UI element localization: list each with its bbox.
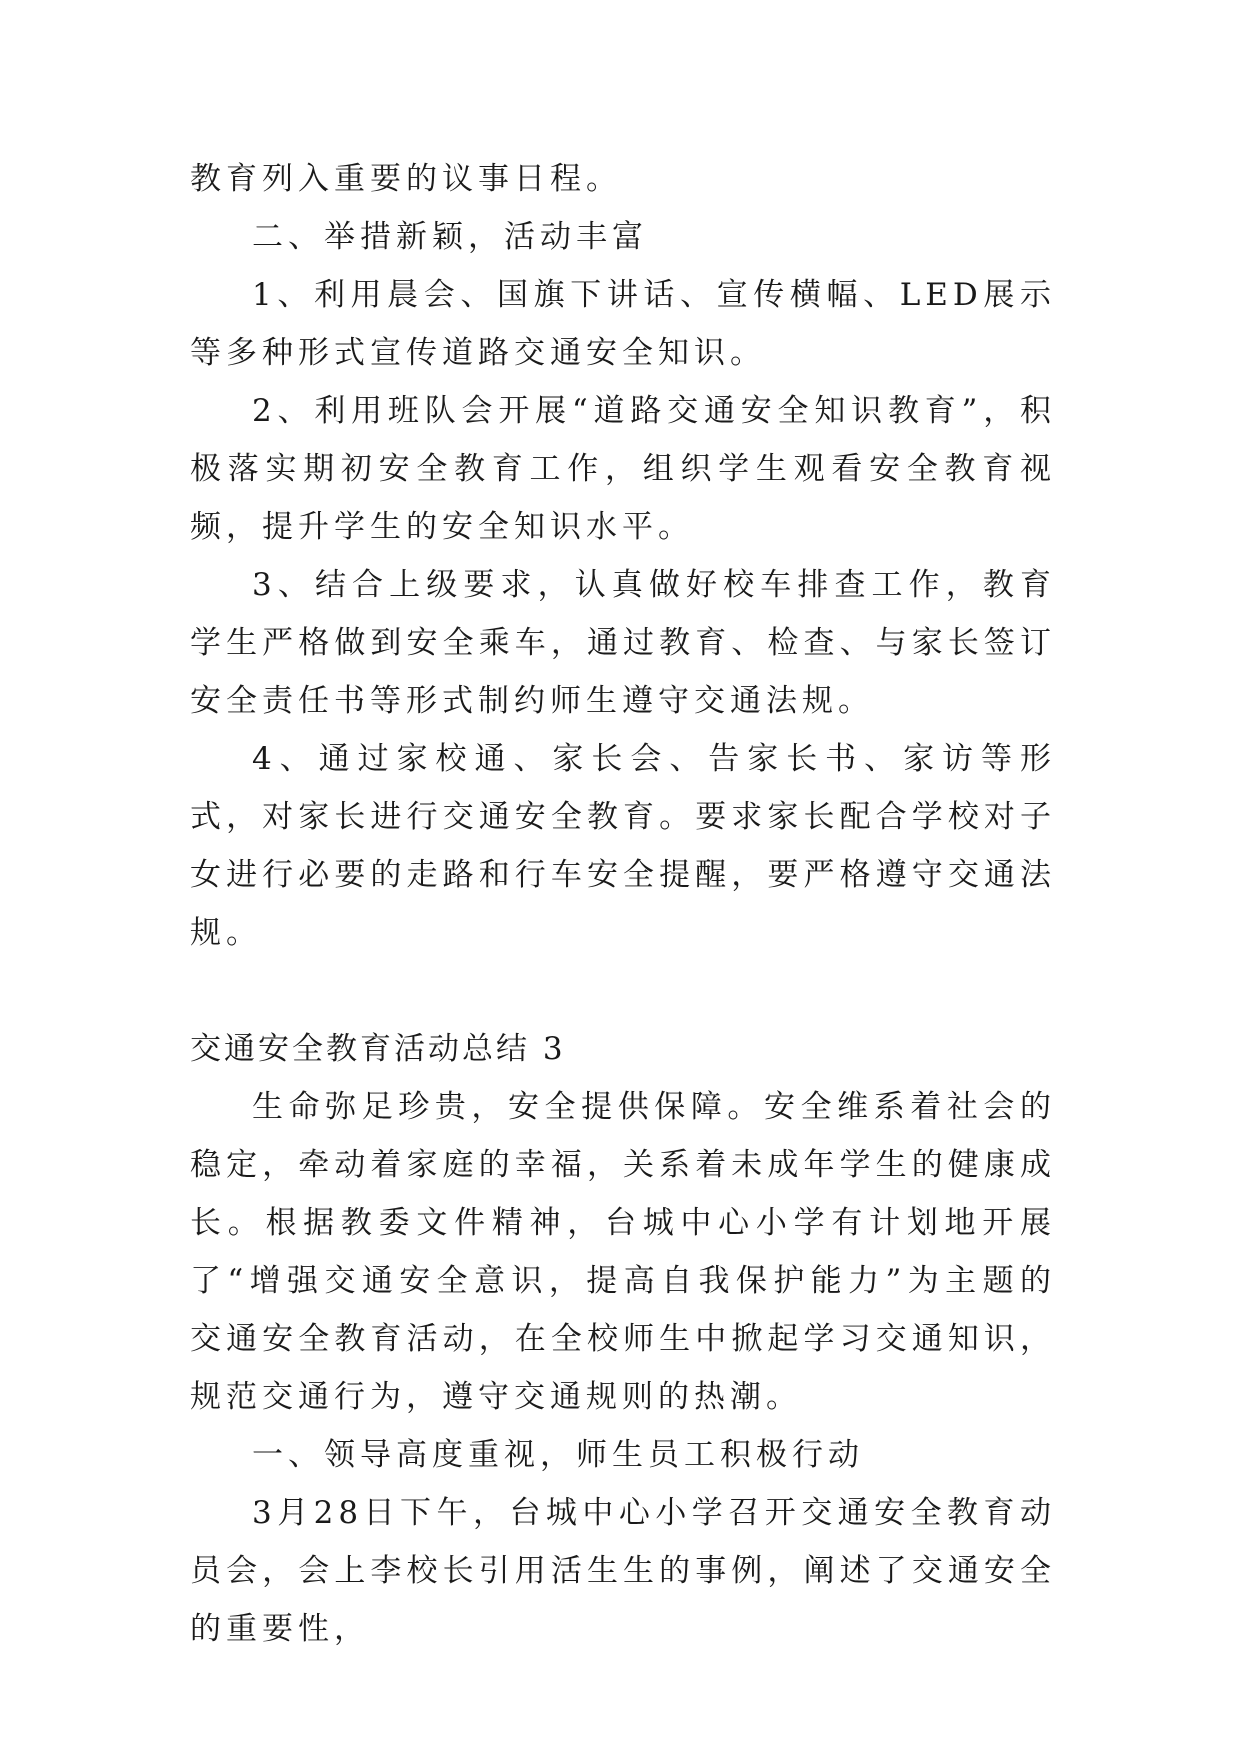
paragraph-meeting: 3月28日下午，台城中心小学召开交通安全教育动员会，会上李校长引用活生生的事例，阐述了交通安全的重要性， (190, 1495, 1056, 1647)
list-item-4: 4、通过家校通、家长会、告家长书、家访等形式，对家长进行交通安全教育。要求家长配合学校对子女进行必要的走路和行车安全提醒，要严格遵守交通法规。 (190, 741, 1056, 951)
paragraph-continuation: 教育列入重要的议事日程。 (190, 161, 622, 197)
section-intro-paragraph: 生命弥足珍贵，安全提供保障。安全维系着社会的稳定，牵动着家庭的幸福，关系着未成年学生的健康成长。根据教委文件精神，台城中心小学有计划地开展了“增强交通安全意识，提高自我保护能力”为主题的交通安全教育活动，在全校师生中掀起学习交通知识，规范交通行为，遵守交通规则的热潮。 (190, 1089, 1056, 1415)
heading-leadership: 一、领导高度重视，师生员工积极行动 (252, 1437, 864, 1473)
list-item-2: 2、利用班队会开展“道路交通安全知识教育”，积极落实期初安全教育工作，组织学生观看安全教育视频，提升学生的安全知识水平。 (190, 393, 1056, 545)
list-item-1: 1、利用晨会、国旗下讲话、宣传横幅、LED展示等多种形式宣传道路交通安全知识。 (190, 277, 1056, 371)
list-item-3: 3、结合上级要求，认真做好校车排查工作，教育学生严格做到安全乘车，通过教育、检查、与家长签订安全责任书等形式制约师生遵守交通法规。 (190, 567, 1056, 719)
document-body (190, 150, 1056, 1658)
section-title: 交通安全教育活动总结 3 (190, 1031, 566, 1067)
heading-measures: 二、举措新颖，活动丰富 (252, 219, 648, 255)
